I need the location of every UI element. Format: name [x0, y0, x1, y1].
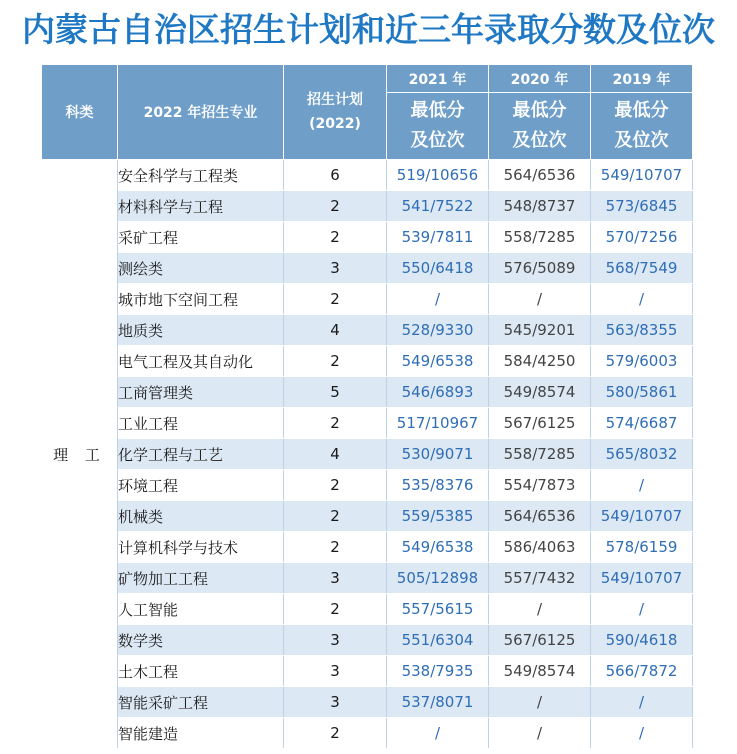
score-2021-cell: 505/12898 [387, 563, 489, 594]
score-2020-cell: 576/5089 [489, 253, 591, 284]
score-2019-cell: / [591, 284, 693, 315]
score-2020-cell: 564/6536 [489, 160, 591, 191]
major-cell: 数学类 [118, 625, 284, 656]
score-2019-cell: 549/10707 [591, 160, 693, 191]
table-row [42, 501, 693, 532]
metric-2019-line1: 最低分 [614, 100, 669, 121]
score-2020-cell: 567/6125 [489, 625, 591, 656]
metric-2019-line2: 及位次 [614, 130, 669, 151]
score-2019-cell: 549/10707 [591, 501, 693, 532]
score-2020-cell: / [489, 687, 591, 718]
score-2019-cell: 590/4618 [591, 625, 693, 656]
score-2021-cell: 549/6538 [387, 346, 489, 377]
plan-cell: 2 [284, 191, 387, 222]
table-row [42, 191, 693, 222]
score-2019-cell: 579/6003 [591, 346, 693, 377]
score-2020-cell: 567/6125 [489, 408, 591, 439]
major-cell: 矿物加工工程 [118, 563, 284, 594]
score-2020-cell: 554/7873 [489, 470, 591, 501]
score-2019-cell: 566/7872 [591, 656, 693, 687]
plan-cell: 3 [284, 253, 387, 284]
major-cell: 采矿工程 [118, 222, 284, 253]
plan-cell: 2 [284, 284, 387, 315]
score-2019-cell: 568/7549 [591, 253, 693, 284]
major-cell: 安全科学与工程类 [118, 160, 284, 191]
score-2020-cell: 548/8737 [489, 191, 591, 222]
plan-cell: 2 [284, 222, 387, 253]
header-major: 2022 年招生专业 [118, 65, 284, 160]
score-2021-cell: 550/6418 [387, 253, 489, 284]
score-2021-cell: 541/7522 [387, 191, 489, 222]
plan-cell: 2 [284, 470, 387, 501]
major-cell: 机械类 [118, 501, 284, 532]
plan-cell: 2 [284, 501, 387, 532]
score-2020-cell: 564/6536 [489, 501, 591, 532]
table-row [42, 532, 693, 563]
admission-score-table [41, 64, 693, 749]
major-cell: 人工智能 [118, 594, 284, 625]
metric-2020-line1: 最低分 [512, 100, 567, 121]
score-2020-cell: / [489, 594, 591, 625]
header-year-2021: 2021 年 [387, 65, 489, 93]
major-cell: 电气工程及其自动化 [118, 346, 284, 377]
major-cell: 环境工程 [118, 470, 284, 501]
score-2021-cell: 559/5385 [387, 501, 489, 532]
score-2021-cell: 528/9330 [387, 315, 489, 346]
score-2021-cell: 519/10656 [387, 160, 489, 191]
score-2019-cell: 565/8032 [591, 439, 693, 470]
major-cell: 计算机科学与技术 [118, 532, 284, 563]
header-category: 科类 [42, 65, 118, 160]
table-row [42, 408, 693, 439]
plan-cell: 4 [284, 315, 387, 346]
table-body [42, 160, 693, 749]
score-2019-cell: 570/7256 [591, 222, 693, 253]
score-2019-cell: / [591, 470, 693, 501]
header-plan-line2: (2022) [309, 116, 361, 132]
table-row [42, 253, 693, 284]
score-2020-cell: 549/8574 [489, 656, 591, 687]
major-cell: 土木工程 [118, 656, 284, 687]
table-row [42, 563, 693, 594]
major-cell: 智能建造 [118, 718, 284, 749]
score-2020-cell: 584/4250 [489, 346, 591, 377]
score-2020-cell: 586/4063 [489, 532, 591, 563]
score-2019-cell: / [591, 687, 693, 718]
table-row [42, 284, 693, 315]
score-2019-cell: / [591, 594, 693, 625]
table-row [42, 718, 693, 749]
score-2020-cell: 558/7285 [489, 222, 591, 253]
score-2019-cell: 573/6845 [591, 191, 693, 222]
score-2020-cell: 558/7285 [489, 439, 591, 470]
score-2021-cell: / [387, 284, 489, 315]
header-plan-line1: 招生计划 [307, 92, 363, 108]
major-cell: 测绘类 [118, 253, 284, 284]
table-row [42, 222, 693, 253]
category-cell: 理 工 [42, 160, 118, 749]
header-metric-2021 [387, 93, 489, 160]
score-2021-cell: 530/9071 [387, 439, 489, 470]
table-row [42, 160, 693, 191]
major-cell: 工商管理类 [118, 377, 284, 408]
plan-cell: 3 [284, 687, 387, 718]
table-row [42, 346, 693, 377]
score-2020-cell: 549/8574 [489, 377, 591, 408]
score-2021-cell: 549/6538 [387, 532, 489, 563]
plan-cell: 3 [284, 563, 387, 594]
header-metric-2019 [591, 93, 693, 160]
major-cell: 工业工程 [118, 408, 284, 439]
score-2021-cell: 538/7935 [387, 656, 489, 687]
plan-cell: 2 [284, 532, 387, 563]
plan-cell: 2 [284, 346, 387, 377]
major-cell: 智能采矿工程 [118, 687, 284, 718]
score-2021-cell: 517/10967 [387, 408, 489, 439]
score-2020-cell: / [489, 284, 591, 315]
page-title: 内蒙古自治区招生计划和近三年录取分数及位次 [22, 10, 715, 49]
score-2021-cell: 557/5615 [387, 594, 489, 625]
table-row [42, 439, 693, 470]
plan-cell: 6 [284, 160, 387, 191]
plan-cell: 3 [284, 656, 387, 687]
header-year-2019: 2019 年 [591, 65, 693, 93]
major-cell: 地质类 [118, 315, 284, 346]
metric-2021-line1: 最低分 [410, 100, 465, 121]
score-2020-cell: / [489, 718, 591, 749]
table-row [42, 377, 693, 408]
plan-cell: 5 [284, 377, 387, 408]
score-2021-cell: / [387, 718, 489, 749]
table-row [42, 687, 693, 718]
score-2021-cell: 535/8376 [387, 470, 489, 501]
header-metric-2020 [489, 93, 591, 160]
metric-2021-line2: 及位次 [410, 130, 465, 151]
plan-cell: 2 [284, 594, 387, 625]
plan-cell: 2 [284, 718, 387, 749]
metric-2020-line2: 及位次 [512, 130, 567, 151]
plan-cell: 4 [284, 439, 387, 470]
major-cell: 材料科学与工程 [118, 191, 284, 222]
score-2019-cell: 578/6159 [591, 532, 693, 563]
header-plan [284, 65, 387, 160]
score-2019-cell: 574/6687 [591, 408, 693, 439]
table-row [42, 470, 693, 501]
score-2021-cell: 546/6893 [387, 377, 489, 408]
score-2020-cell: 545/9201 [489, 315, 591, 346]
plan-cell: 2 [284, 408, 387, 439]
score-2021-cell: 537/8071 [387, 687, 489, 718]
plan-cell: 3 [284, 625, 387, 656]
table-row [42, 656, 693, 687]
score-2019-cell: 549/10707 [591, 563, 693, 594]
major-cell: 城市地下空间工程 [118, 284, 284, 315]
table-row [42, 594, 693, 625]
table-row [42, 315, 693, 346]
score-2019-cell: / [591, 718, 693, 749]
table-row [42, 625, 693, 656]
score-2019-cell: 563/8355 [591, 315, 693, 346]
table-header [42, 65, 693, 160]
score-2021-cell: 551/6304 [387, 625, 489, 656]
score-2020-cell: 557/7432 [489, 563, 591, 594]
major-cell: 化学工程与工艺 [118, 439, 284, 470]
score-2021-cell: 539/7811 [387, 222, 489, 253]
score-2019-cell: 580/5861 [591, 377, 693, 408]
header-year-2020: 2020 年 [489, 65, 591, 93]
